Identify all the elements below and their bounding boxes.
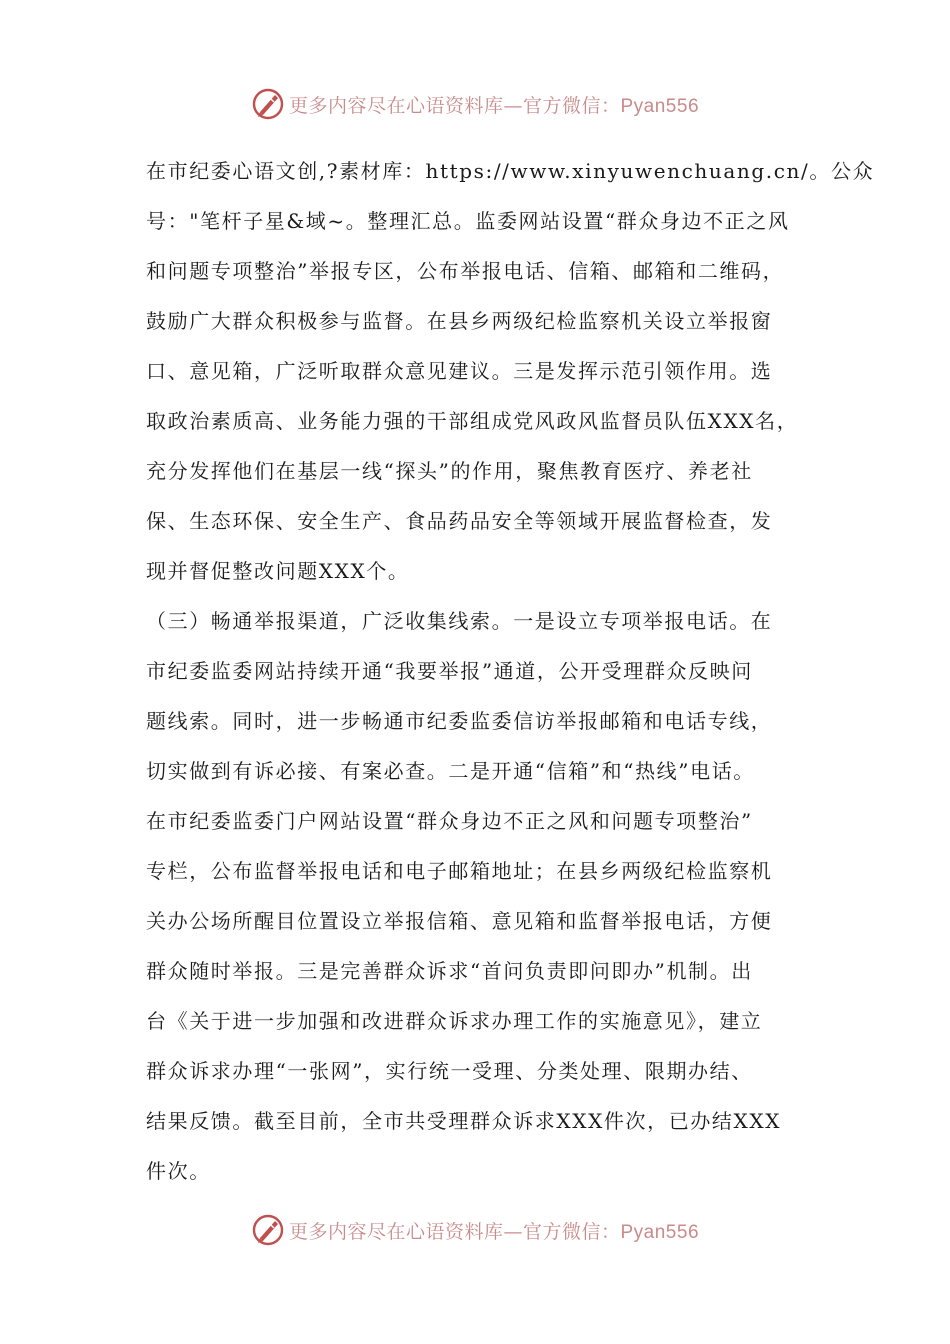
text-line: 鼓励广大群众积极参与监督。在县乡两级纪检监察机关设立举报窗 [146, 309, 773, 333]
text-line: 群众随时举报。三是完善群众诉求“首问负责即问即办”机制。出 [146, 959, 753, 983]
text-line: 群众诉求办理“一张网”，实行统一受理、分类处理、限期办结、 [146, 1059, 753, 1083]
text-line: 切实做到有诉必接、有案必查。二是开通“信箱”和“热线”电话。 [146, 759, 755, 783]
text-line: 和问题专项整治”举报专区，公布举报电话、信箱、邮箱和二维码， [146, 259, 785, 283]
banner-text: 更多内容尽在心语资料库—官方微信：Pyan556 [288, 1220, 700, 1243]
text-line: 在市纪委心语文创,?素材库：https://www.xinyuwenchuang.cn/。公众 [146, 159, 875, 183]
text-line: 专栏，公布监督举报电话和电子邮箱地址；在县乡两级纪检监察机 [146, 859, 773, 883]
text-line: 保、生态环保、安全生产、食品药品安全等领域开展监督检查，发 [146, 509, 773, 533]
text-line: 结果反馈。截至目前，全市共受理群众诉求XXX件次，已办结XXX [146, 1109, 782, 1133]
document-body [146, 146, 875, 1196]
text-line: 取政治素质高、业务能力强的干部组成党风政风监督员队伍XXX名， [146, 409, 799, 433]
text-line: 关办公场所醒目位置设立举报信箱、意见箱和监督举报电话，方便 [146, 909, 773, 933]
pen-logo-icon [251, 87, 285, 121]
text-line: 件次。 [146, 1159, 211, 1183]
text-line: 台《关于进一步加强和改进群众诉求办理工作的实施意见》，建立 [146, 1009, 763, 1033]
banner-wechat-id: Pyan556 [620, 95, 700, 117]
text-line: 号："笔杆子星&域~。整理汇总。监委网站设置“群众身边不正之风 [146, 209, 790, 233]
text-line: 充分发挥他们在基层一线“探头”的作用，聚焦教育医疗、养老社 [146, 459, 753, 483]
footer-banner [0, 1210, 950, 1250]
text-line: 口、意见箱，广泛听取群众意见建议。三是发挥示范引领作用。选 [146, 359, 773, 383]
pen-logo-icon [251, 1213, 285, 1247]
text-line: 现并督促整改问题XXX个。 [146, 559, 410, 583]
header-banner [0, 84, 950, 124]
text-line: （三）畅通举报渠道，广泛收集线索。一是设立专项举报电话。在 [146, 609, 773, 633]
text-line: 题线索。同时，进一步畅通市纪委监委信访举报邮箱和电话专线， [146, 709, 773, 733]
text-line: 市纪委监委网站持续开通“我要举报”通道，公开受理群众反映问 [146, 659, 753, 683]
text-line: 在市纪委监委门户网站设置“群众身边不正之风和问题专项整治” [146, 809, 753, 833]
banner-wechat-id: Pyan556 [620, 1221, 700, 1243]
banner-text: 更多内容尽在心语资料库—官方微信：Pyan556 [288, 94, 700, 117]
